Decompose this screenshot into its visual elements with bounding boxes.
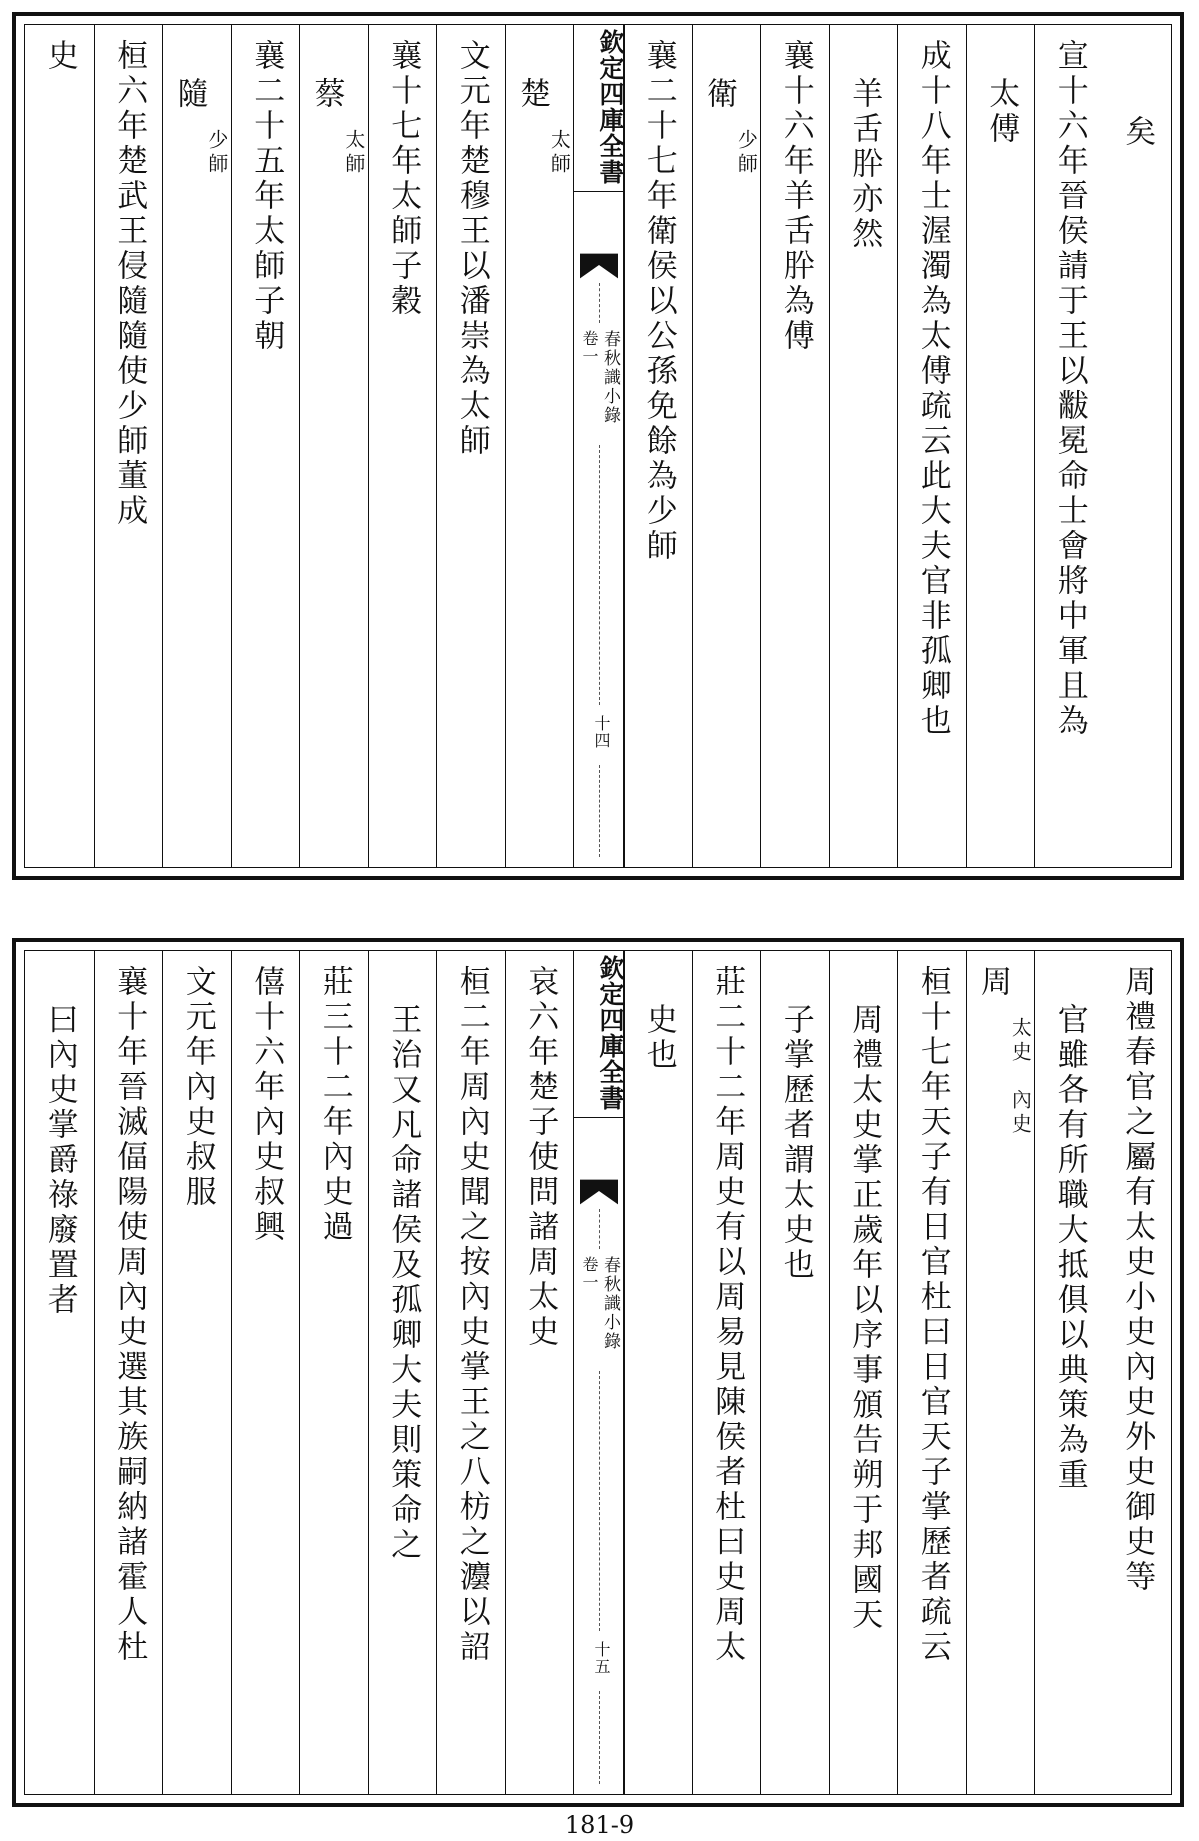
gutter-rule <box>599 765 600 857</box>
column-text: 襄二十七年衛侯以公孫免餘為少師 <box>640 39 677 564</box>
column-text: 蔡 <box>308 77 345 112</box>
column-text: 羊舌肸亦然 <box>846 77 883 252</box>
column-text: 史也 <box>640 1003 677 1073</box>
column-text: 王治又凡命諸侯及孤卿大夫則策命之 <box>385 1003 422 1563</box>
column-text: 文元年楚穆王以潘崇為太師 <box>453 39 490 459</box>
column-text: 宣十六年晉侯請于王以黻冕命士會將中軍且為 <box>1051 39 1088 739</box>
bottom-left-column <box>299 951 369 1794</box>
top-center-gutter <box>573 25 625 867</box>
column-text: 周 <box>975 965 1012 1000</box>
top-page <box>12 12 1184 880</box>
bottom-left-column <box>25 951 94 1794</box>
bottom-right-column <box>623 951 693 1794</box>
top-left-column <box>299 25 369 867</box>
column-text: 官雖各有所職大抵俱以典策為重 <box>1051 1003 1088 1493</box>
bottom-right-column <box>760 951 830 1794</box>
column-text: 莊三十二年內史過 <box>316 965 353 1245</box>
bottom-left-column <box>162 951 232 1794</box>
column-note: 少師 <box>734 129 759 177</box>
collection-title: 欽定四庫全書 <box>574 955 624 1118</box>
bottom-right-column <box>692 951 762 1794</box>
page-number: 十四 <box>592 715 611 749</box>
column-text: 太傅 <box>983 77 1020 147</box>
top-left-column <box>25 25 94 867</box>
folio-number: 181-9 <box>564 1811 635 1839</box>
top-right-column <box>966 25 1036 867</box>
bottom-right-column <box>1103 951 1172 1794</box>
top-right-column <box>897 25 967 867</box>
gutter-rule <box>599 1371 600 1631</box>
column-text: 僖十六年內史叔興 <box>248 965 285 1245</box>
bottom-page <box>12 938 1184 1807</box>
bottom-center-gutter <box>573 951 625 1794</box>
bottom-right-column <box>897 951 967 1794</box>
column-text: 衛 <box>701 77 738 112</box>
top-left-column <box>162 25 232 867</box>
column-text: 桓六年楚武王侵隨隨使少師董成 <box>111 39 148 529</box>
column-text: 成十八年士渥濁為太傅疏云此大夫官非孤卿也 <box>914 39 951 739</box>
top-right-column <box>1103 25 1172 867</box>
top-left-column <box>368 25 438 867</box>
top-left-column <box>436 25 506 867</box>
top-left-column <box>231 25 301 867</box>
column-note: 少師 <box>204 129 229 177</box>
column-text: 周禮太史掌正歲年以序事頒告朔于邦國天 <box>846 1003 883 1633</box>
column-note: 太史 內史 <box>1008 1017 1033 1137</box>
bottom-page-frame <box>24 950 1172 1795</box>
column-text: 史 <box>41 39 78 74</box>
top-left-column <box>505 25 575 867</box>
column-text: 襄十七年太師子穀 <box>385 39 422 319</box>
book-title: 春秋識小錄 <box>600 1256 620 1351</box>
column-text: 襄十年晉滅偪陽使周內史選其族嗣納諸霍人杜 <box>111 965 148 1665</box>
gutter-rule <box>599 1691 600 1784</box>
column-text: 莊二十二年周史有以周易見陳侯者杜曰史周太 <box>709 965 746 1665</box>
bottom-left-column <box>368 951 438 1794</box>
column-text: 子掌歷者謂太史也 <box>777 1003 814 1283</box>
volume-label: 卷一 <box>580 1256 599 1292</box>
column-text: 桓十七年天子有日官杜曰日官天子掌歷者疏云 <box>914 965 951 1665</box>
gutter-rule <box>599 283 600 323</box>
top-left-column <box>94 25 164 867</box>
column-text: 楚 <box>514 77 551 112</box>
top-right-column <box>760 25 830 867</box>
top-right-column <box>692 25 762 867</box>
bottom-left-column <box>505 951 575 1794</box>
column-text: 桓二年周內史聞之按內史掌王之八枋之灋以詔 <box>453 965 490 1665</box>
bottom-right-column <box>1034 951 1104 1794</box>
fishtail-mark-icon <box>580 1179 618 1205</box>
column-text: 襄十六年羊舌肸為傅 <box>777 39 814 354</box>
bottom-left-column <box>436 951 506 1794</box>
column-text: 襄二十五年太師子朝 <box>248 39 285 354</box>
top-right-column <box>829 25 899 867</box>
column-text: 曰內史掌爵祿廢置者 <box>41 1003 78 1318</box>
top-right-column <box>1034 25 1104 867</box>
top-page-frame <box>24 24 1172 868</box>
page-number: 十五 <box>592 1641 611 1675</box>
column-note: 太師 <box>547 129 572 177</box>
bottom-left-column <box>231 951 301 1794</box>
gutter-rule <box>599 445 600 705</box>
bottom-left-column <box>94 951 164 1794</box>
book-title: 春秋識小錄 <box>600 330 620 425</box>
column-text: 周禮春官之屬有太史小史內史外史御史等 <box>1119 965 1156 1595</box>
top-right-column <box>623 25 693 867</box>
gutter-rule <box>599 1209 600 1249</box>
column-note: 太師 <box>341 129 366 177</box>
bottom-right-column <box>966 951 1036 1794</box>
column-text: 隨 <box>171 77 208 112</box>
column-text: 哀六年楚子使問諸周太史 <box>522 965 559 1350</box>
column-text: 矣 <box>1119 115 1156 150</box>
bottom-right-column <box>829 951 899 1794</box>
fishtail-mark-icon <box>580 253 618 279</box>
volume-label: 卷一 <box>580 330 599 366</box>
column-text: 文元年內史叔服 <box>179 965 216 1210</box>
collection-title: 欽定四庫全書 <box>574 29 624 192</box>
